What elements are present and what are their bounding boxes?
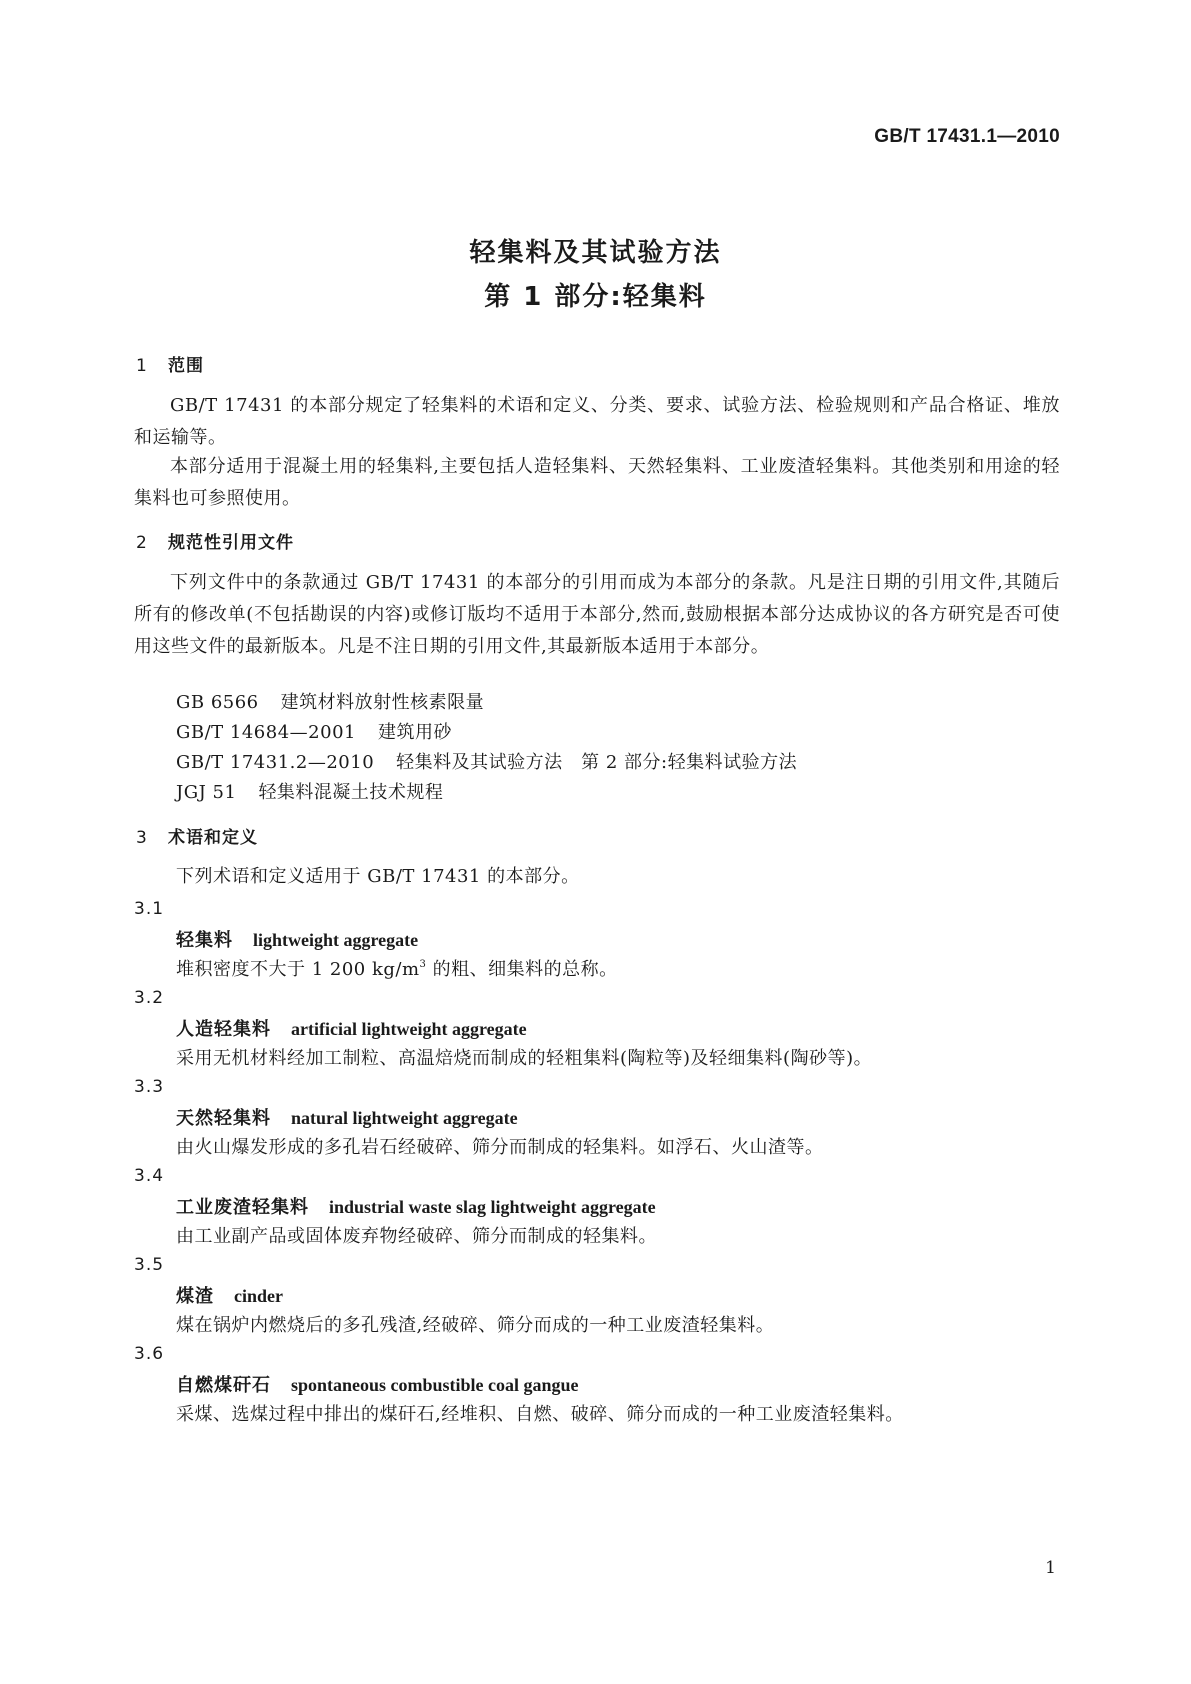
term-heading [176, 1193, 656, 1219]
reference-title: 建筑用砂 [377, 722, 452, 743]
section-3-heading [136, 823, 258, 848]
definition-text: 的粗、细集料的总称。 [426, 959, 618, 980]
term-chinese: 煤渣 [176, 1286, 214, 1307]
term-english: spontaneous combustible coal gangue [291, 1375, 579, 1395]
reference-item [176, 688, 484, 714]
section-number: 3 [136, 828, 148, 848]
reference-code: GB/T 17431.2—2010 [176, 752, 375, 773]
term-english: natural lightweight aggregate [291, 1108, 518, 1128]
term-number: 3.6 [134, 1344, 165, 1364]
term-number: 3.1 [134, 899, 165, 919]
term-english: cinder [234, 1286, 283, 1306]
term-definition [176, 955, 618, 981]
term-heading [176, 1015, 527, 1041]
reference-title: 轻集料混凝土技术规程 [258, 782, 444, 803]
section-2-heading [136, 528, 294, 553]
section-3-intro: 下列术语和定义适用于 GB/T 17431 的本部分。 [176, 866, 580, 887]
document-subtitle: 第 1 部分:轻集料 [484, 282, 707, 312]
term-definition: 采煤、选煤过程中排出的煤矸石,经堆积、自燃、破碎、筛分而成的一种工业废渣轻集料。 [176, 1404, 904, 1425]
standard-code: GB/T 17431.1—2010 [874, 126, 1060, 147]
document-title: 轻集料及其试验方法 [469, 238, 722, 268]
section-2-paragraph-1: 下列文件中的条款通过 GB/T 17431 的本部分的引用而成为本部分的条款。凡是注日期的引用文件,其随后所有的修改单(不包括勘误的内容)或修订版均不适用于本部分,然而,鼓励根据本部分达成协议的各方研究是否可使用这些文件的最新版本。凡是不注日期的引用文件,其最新版本适用于本部分。 [134, 572, 1060, 657]
definition-text: 堆积密度不大于 1 200 kg/m [176, 959, 420, 980]
term-english: lightweight aggregate [253, 930, 419, 950]
section-title: 术语和定义 [168, 828, 258, 848]
term-english: artificial lightweight aggregate [291, 1019, 527, 1039]
term-chinese: 工业废渣轻集料 [176, 1197, 309, 1218]
term-number: 3.2 [134, 988, 165, 1008]
term-chinese: 自燃煤矸石 [176, 1375, 271, 1396]
section-title: 范围 [168, 356, 204, 376]
superscript-exponent: 3 [419, 959, 427, 970]
term-heading [176, 1371, 579, 1397]
term-number: 3.3 [134, 1077, 165, 1097]
term-definition: 由工业副产品或固体废弃物经破碎、筛分而制成的轻集料。 [176, 1226, 657, 1247]
term-definition: 煤在锅炉内燃烧后的多孔残渣,经破碎、筛分而成的一种工业废渣轻集料。 [176, 1315, 775, 1336]
section-number: 2 [136, 533, 148, 553]
section-title: 规范性引用文件 [168, 533, 294, 553]
reference-item [176, 748, 797, 774]
term-heading [176, 926, 418, 952]
term-number: 3.5 [134, 1255, 165, 1275]
page-number: 1 [1045, 1558, 1056, 1578]
section-1-paragraph-2: 本部分适用于混凝土用的轻集料,主要包括人造轻集料、天然轻集料、工业废渣轻集料。其他类别和用途的轻集料也可参照使用。 [134, 456, 1060, 509]
term-chinese: 轻集料 [176, 930, 233, 951]
term-number: 3.4 [134, 1166, 165, 1186]
term-definition: 采用无机材料经加工制粒、高温焙烧而制成的轻粗集料(陶粒等)及轻细集料(陶砂等)。 [176, 1048, 873, 1069]
term-chinese: 人造轻集料 [176, 1019, 271, 1040]
reference-code: JGJ 51 [176, 782, 237, 803]
term-english: industrial waste slag lightweight aggregate [329, 1197, 656, 1217]
section-number: 1 [136, 356, 148, 376]
term-chinese: 天然轻集料 [176, 1108, 271, 1129]
section-1-paragraph-1: GB/T 17431 的本部分规定了轻集料的术语和定义、分类、要求、试验方法、检验规则和产品合格证、堆放和运输等。 [134, 395, 1060, 448]
reference-title: 建筑材料放射性核素限量 [280, 692, 485, 713]
reference-item [176, 778, 443, 804]
reference-title: 轻集料及其试验方法 第 2 部分:轻集料试验方法 [396, 752, 798, 773]
section-1-heading [136, 351, 204, 376]
term-definition: 由火山爆发形成的多孔岩石经破碎、筛分而制成的轻集料。如浮石、火山渣等。 [176, 1137, 824, 1158]
reference-code: GB 6566 [176, 692, 259, 713]
reference-item [176, 718, 452, 744]
term-heading [176, 1282, 283, 1308]
reference-code: GB/T 14684—2001 [176, 722, 356, 743]
term-heading [176, 1104, 518, 1130]
